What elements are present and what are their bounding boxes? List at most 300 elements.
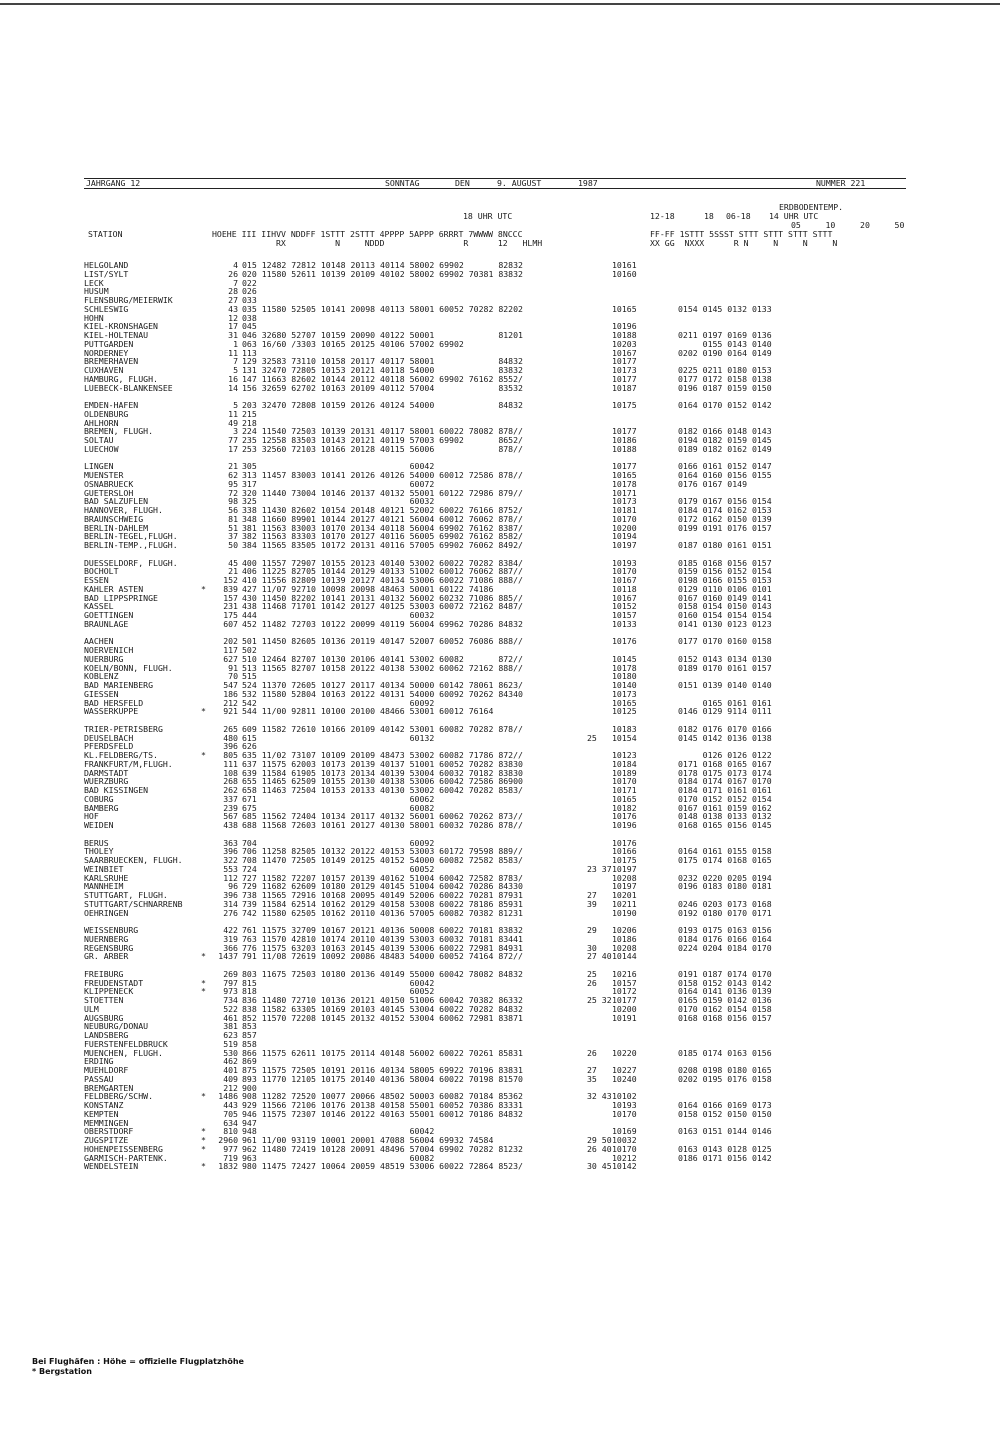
station-height: 31 xyxy=(228,330,238,340)
synop-groups: 235 12558 83503 10143 20121 40119 57003 69902 8652/ xyxy=(242,435,523,445)
station-height: 117 xyxy=(223,645,238,655)
station-height: 1486 xyxy=(218,1091,238,1102)
temp-extreme: 10161 xyxy=(612,260,637,270)
station-height: 443 xyxy=(223,1100,238,1110)
synop-groups: 046 32680 52707 10159 20090 40122 50001 81201 xyxy=(242,330,523,340)
synop-groups: 727 11582 72207 10157 20139 40162 51004 60042 72582 8783/ xyxy=(242,872,523,883)
soil-temps: 0129 0110 0106 0101 xyxy=(678,583,772,594)
soil-temps: 0184 0176 0166 0164 xyxy=(678,933,772,944)
station-height: 276 xyxy=(223,907,238,918)
station-height: 12 xyxy=(228,312,238,323)
synop-groups: 338 11430 82602 10154 20148 40121 52002 60022 76166 8752/ xyxy=(242,505,523,515)
station-name: PUTTGARDEN xyxy=(84,339,134,349)
soil-temps: 0175 0174 0168 0165 xyxy=(678,855,772,865)
station-name: ULM xyxy=(84,1004,99,1014)
temp-extreme: 10145 xyxy=(612,653,637,664)
station-row xyxy=(84,620,906,629)
station-name: BAMBERG xyxy=(84,803,119,813)
temp-extreme: 10170 xyxy=(612,513,637,524)
gust-values: 35 xyxy=(587,1073,597,1084)
station-height: 547 xyxy=(223,680,238,690)
station-name: GARMISCH-PARTENK. xyxy=(84,1153,168,1163)
station-name: MUENCHEN, FLUGH. xyxy=(84,1048,163,1058)
station-name: OEHRINGEN xyxy=(84,908,129,918)
synop-groups: 685 11562 72404 10134 20117 40132 56001 60062 70262 873// xyxy=(242,811,523,822)
station-name: OSNABRUECK xyxy=(84,479,134,489)
station-table xyxy=(84,261,906,1171)
synop-groups: 147 11663 82602 10144 20112 40118 56002 69902 76162 8552/ xyxy=(242,373,523,384)
station-name: BRAUNSCHWEIG xyxy=(84,514,144,524)
station-height: 4 xyxy=(233,260,238,270)
station-height: 805 xyxy=(223,750,238,760)
station-name: GUETERSLOH xyxy=(84,488,134,498)
station-height: 530 xyxy=(223,1047,238,1058)
ff-columns-subheading: XX GG NXXX R N N N N xyxy=(650,238,838,248)
synop-groups: 858 xyxy=(242,1038,257,1049)
temp-extreme: 10172 xyxy=(612,986,637,997)
station-row xyxy=(84,725,906,734)
temp-extreme: 10181 xyxy=(612,505,637,515)
mountain-station-marker: * xyxy=(201,951,206,962)
station-height: 112 xyxy=(223,872,238,883)
station-height: 319 xyxy=(223,933,238,944)
soil-temps: 0166 0161 0152 0147 xyxy=(678,461,772,472)
footnote-mountain-station: * Bergstation xyxy=(32,1367,92,1376)
synop-groups: 853 xyxy=(242,1021,257,1032)
station-height: 43 xyxy=(228,303,238,314)
station-row xyxy=(84,287,906,296)
soil-temps: 0192 0180 0170 0171 xyxy=(678,907,772,918)
temp-extreme: 10170 xyxy=(612,1143,637,1154)
station-height: 627 xyxy=(223,653,238,664)
synop-groups: 791 11/08 72619 10092 20086 48483 54000 60052 74164 872// xyxy=(242,951,523,962)
station-row xyxy=(84,1127,906,1136)
station-name: WEIDEN xyxy=(84,821,114,830)
soil-temps: 0172 0162 0150 0139 xyxy=(678,513,772,524)
station-name: HOF xyxy=(84,812,99,821)
station-height: 28 xyxy=(228,286,238,297)
station-height: 212 xyxy=(223,697,238,708)
synop-groups: 502 xyxy=(242,645,257,655)
synop-groups: 406 11225 82705 10144 20129 40133 51002 60012 76062 887// xyxy=(242,566,523,577)
date-label: 9. AUGUST xyxy=(497,178,542,188)
synop-groups: 818 60052 xyxy=(242,986,435,997)
synop-groups: 510 12464 82707 10130 20106 40141 53002 60082 872// xyxy=(242,653,523,664)
station-name: KLIPPENECK xyxy=(84,987,134,996)
synop-groups: 033 xyxy=(242,295,257,305)
station-row xyxy=(84,786,906,795)
soil-temps: 0164 0161 0155 0158 xyxy=(678,846,772,857)
synop-groups: 156 32659 62702 10163 20109 40112 57004 83532 xyxy=(242,382,523,393)
station-name: LINGEN xyxy=(84,462,114,471)
station-name: NOERVENICH xyxy=(84,646,134,655)
temp-extreme: 10170 xyxy=(612,1108,637,1119)
soil-temps: 0163 0151 0144 0146 xyxy=(678,1126,772,1137)
soil-temps: 0171 0168 0165 0167 xyxy=(678,758,772,769)
soil-temps: 0155 0143 0140 xyxy=(678,338,772,349)
station-height: 7 xyxy=(233,356,238,367)
station-name: TRIER-PETRISBERG xyxy=(84,724,163,734)
temp-extreme: 10152 xyxy=(612,601,637,612)
station-name: FLENSBURG/MEIERWIK xyxy=(84,296,173,305)
gust-values: 23 37 xyxy=(587,863,612,874)
gust-values: 39 xyxy=(587,898,597,909)
station-height: 401 xyxy=(223,1065,238,1075)
temp-extreme: 10196 xyxy=(612,321,637,332)
synop-groups: 020 11580 52611 10139 20109 40102 58002 69902 70381 83832 xyxy=(242,268,523,279)
synop-groups: 224 11540 72503 10139 20131 40117 58001 60022 78082 878// xyxy=(242,426,523,437)
synop-groups: 348 11660 89901 10144 20127 40121 56004 60012 76062 878// xyxy=(242,513,523,524)
station-name: BERLIN-TEGEL,FLUGH. xyxy=(84,532,178,541)
station-height: 322 xyxy=(223,855,238,865)
station-height: 11 xyxy=(228,408,238,419)
soil-temps: 0185 0168 0156 0157 xyxy=(678,557,772,568)
station-name: WEINBIET xyxy=(84,864,124,874)
synop-groups: 671 60062 xyxy=(242,793,435,804)
station-name: STUTTGART, FLUGH. xyxy=(84,891,168,900)
temp-extreme: 10178 xyxy=(612,478,637,489)
station-height: 11 xyxy=(228,347,238,358)
temp-extreme: 10197 xyxy=(612,863,637,874)
station-row xyxy=(84,576,906,585)
station-row xyxy=(84,1110,906,1119)
mountain-station-marker: * xyxy=(201,986,206,997)
temp-extreme: 10186 xyxy=(612,435,637,445)
station-name: ERDING xyxy=(84,1057,114,1066)
soil-temps: 0186 0171 0156 0142 xyxy=(678,1152,772,1163)
station-row xyxy=(84,1162,906,1171)
synop-groups: 035 11580 52505 10141 20098 40113 58001 60052 70282 82202 xyxy=(242,303,523,314)
synop-groups: 501 11450 82605 10136 20119 40147 52007 60052 76086 888// xyxy=(242,636,523,647)
synop-groups: 946 11575 72307 10146 20122 40163 55001 60012 70186 84832 xyxy=(242,1108,523,1119)
temp-extreme: 10170 xyxy=(612,776,637,787)
soil-temps: 0184 0174 0167 0170 xyxy=(678,776,772,787)
temp-extreme: 10201 xyxy=(612,890,637,900)
synop-groups: 836 11480 72710 10136 20121 40150 51006 60042 70382 86332 xyxy=(242,995,523,1005)
station-height: 2960 xyxy=(218,1135,238,1145)
station-height: 567 xyxy=(223,811,238,822)
synop-groups: 637 11575 62003 10173 20139 40137 51001 60052 70282 83830 xyxy=(242,758,523,769)
temp-extreme: 10140 xyxy=(612,680,637,690)
station-height: 1 xyxy=(233,338,238,349)
synop-groups: 948 60042 xyxy=(242,1126,435,1137)
temp-extreme: 10165 xyxy=(612,303,637,314)
station-height: 409 xyxy=(223,1073,238,1084)
station-name: OLDENBURG xyxy=(84,409,129,419)
station-height: 921 xyxy=(223,706,238,717)
synop-groups: 015 12482 72812 10148 20113 40114 58002 69902 82832 xyxy=(242,260,523,270)
synop-groups: 655 11465 62509 10155 20130 40138 53006 60042 72586 86900 xyxy=(242,776,523,787)
mountain-station-marker: * xyxy=(201,977,206,988)
synop-groups: 444 60032 xyxy=(242,610,435,620)
soil-temps: 0168 0165 0156 0145 xyxy=(678,820,772,830)
synop-groups: 838 11582 63305 10169 20103 40145 53004 60022 70282 84832 xyxy=(242,1003,523,1014)
synop-groups: 729 11682 62609 10180 20129 40145 51004 60042 70286 84330 xyxy=(242,881,523,892)
synop-groups: 438 11468 71701 10142 20127 40125 53003 60072 72162 8487/ xyxy=(242,601,523,612)
synop-groups: 038 xyxy=(242,312,257,323)
synop-groups: 658 11463 72504 10153 20133 40130 53002 60042 70282 8583/ xyxy=(242,785,523,795)
station-height: 262 xyxy=(223,785,238,795)
soil-temps: 0199 0191 0176 0157 xyxy=(678,522,772,533)
station-name: BAD KISSINGEN xyxy=(84,786,149,795)
station-height: 108 xyxy=(223,767,238,778)
station-name: DARMSTADT xyxy=(84,768,129,778)
station-height: 1832 xyxy=(218,1161,238,1172)
station-row xyxy=(84,401,906,410)
synop-groups: 218 xyxy=(242,417,257,428)
station-name: BOCHOLT xyxy=(84,567,119,576)
station-name: KASSEL xyxy=(84,602,114,611)
station-height: 719 xyxy=(223,1152,238,1163)
station-height: 27 xyxy=(228,295,238,305)
synop-groups: 739 11584 62514 10162 20129 40158 53008 60022 78186 85931 xyxy=(242,898,523,909)
station-name: WASSERKUPPE xyxy=(84,707,139,716)
station-name: LIST/SYLT xyxy=(84,269,129,279)
soil-temps: 0191 0187 0174 0170 xyxy=(678,968,772,979)
station-row xyxy=(84,979,906,988)
station-name: SOLTAU xyxy=(84,436,114,445)
station-height: 337 xyxy=(223,793,238,804)
station-name: HUSUM xyxy=(84,287,109,296)
station-name: AUGSBURG xyxy=(84,1013,124,1023)
synop-groups: 203 32470 72808 10159 20126 40124 54000 84832 xyxy=(242,400,523,410)
synop-groups: 131 32470 72805 10153 20121 40118 54000 83832 xyxy=(242,365,523,375)
temp-extreme: 10157 xyxy=(612,610,637,620)
temp-extreme: 10177 xyxy=(612,373,637,384)
station-name: AHLHORN xyxy=(84,418,119,428)
station-name: NEUBURG/DONAU xyxy=(84,1022,149,1031)
station-height: 3 xyxy=(233,426,238,437)
station-height: 381 xyxy=(223,1021,238,1032)
station-height: 51 xyxy=(228,522,238,533)
station-height: 239 xyxy=(223,802,238,813)
mountain-station-marker: * xyxy=(201,706,206,717)
station-height: 314 xyxy=(223,898,238,909)
station-name: HANNOVER, FLUGH. xyxy=(84,506,163,515)
soil-temps: 0158 0152 0143 0142 xyxy=(678,977,772,988)
temp-extreme: 10167 xyxy=(612,575,637,585)
station-row xyxy=(84,795,906,804)
station-row xyxy=(84,707,906,716)
station-name: PFERDSFELD xyxy=(84,742,134,751)
synop-groups: 609 11582 72610 10166 20109 40142 53001 60082 70282 878// xyxy=(242,723,523,734)
station-row xyxy=(84,1031,906,1040)
station-height: 91 xyxy=(228,662,238,673)
synop-groups: 761 11575 32709 10167 20121 40136 50008 60022 70181 83832 xyxy=(242,925,523,935)
synop-groups: 706 11258 82505 10132 20122 40153 53003 60172 79598 889// xyxy=(242,846,523,857)
weather-report xyxy=(84,178,906,1171)
soil-temps: 0164 0166 0169 0173 xyxy=(678,1100,772,1110)
year-label: 1987 xyxy=(578,178,598,188)
soil-temps: 0167 0161 0159 0162 xyxy=(678,802,772,813)
temp-extreme: 10208 xyxy=(612,942,637,953)
soil-temps: 0164 0170 0152 0142 xyxy=(678,400,772,410)
issue-number: NUMMER 221 xyxy=(816,178,866,188)
soil-temps: 0158 0152 0150 0150 xyxy=(678,1108,772,1119)
temp-extreme: 10200 xyxy=(612,1003,637,1014)
temp-extreme: 10133 xyxy=(612,618,637,629)
station-row xyxy=(84,279,906,288)
depth-heading: 05 10 20 50 xyxy=(791,220,905,230)
station-row xyxy=(84,856,906,865)
footnote-airport-height: Bei Flughäfen : Höhe = offizielle Flugplatzhöhe xyxy=(32,1357,244,1366)
synop-groups: 317 60072 xyxy=(242,478,435,489)
station-height: 56 xyxy=(228,505,238,515)
station-name: KOELN/BONN, FLUGH. xyxy=(84,663,173,673)
synop-groups: 113 xyxy=(242,347,257,358)
synop-groups: 704 60092 xyxy=(242,837,435,848)
station-name: HELGOLAND xyxy=(84,261,129,270)
station-name: ESSEN xyxy=(84,576,109,585)
station-height: 973 xyxy=(223,986,238,997)
station-row xyxy=(84,270,906,279)
station-height: 553 xyxy=(223,863,238,874)
station-height: 62 xyxy=(228,470,238,480)
gust-values: 29 50 xyxy=(587,1135,612,1145)
station-name: KARLSRUHE xyxy=(84,873,129,883)
synop-groups: 724 60052 xyxy=(242,863,435,874)
station-height: 734 xyxy=(223,995,238,1005)
temp-extreme: 10191 xyxy=(612,1012,637,1023)
soil-temps: 0198 0166 0155 0153 xyxy=(678,575,772,585)
soil-temps: 0208 0198 0180 0165 xyxy=(678,1065,772,1075)
station-name: HOHN xyxy=(84,313,104,323)
temp-extreme: 10173 xyxy=(612,496,637,507)
synop-groups: 325 60032 xyxy=(242,496,435,507)
soil-temps: 0211 0197 0169 0136 xyxy=(678,330,772,340)
gust-values: 26 xyxy=(587,1047,597,1058)
code-columns-subheading: RX N NDDD R 12 HLMH xyxy=(276,238,543,248)
temp-extreme: 10173 xyxy=(612,365,637,375)
soil-temps: 0184 0171 0161 0161 xyxy=(678,785,772,795)
temp-extreme: 10240 xyxy=(612,1073,637,1084)
soil-temps: 0202 0195 0176 0158 xyxy=(678,1073,772,1084)
group-spacer xyxy=(84,830,906,839)
station-name: DEUSELBACH xyxy=(84,733,134,743)
synop-groups: 738 11565 72916 10168 20095 40149 52006 60022 70281 87931 xyxy=(242,890,523,900)
mountain-station-marker: * xyxy=(201,1143,206,1154)
gust-values: 25 xyxy=(587,732,597,743)
temp-extreme: 10194 xyxy=(612,531,637,542)
synop-groups: 626 xyxy=(242,741,257,752)
station-height: 5 xyxy=(233,400,238,410)
station-height: 26 xyxy=(228,268,238,279)
station-row xyxy=(84,699,906,708)
station-name: DUESSELDORF, FLUGH. xyxy=(84,558,178,568)
gust-values: 26 xyxy=(587,977,597,988)
synop-groups: 063 16/60 /3303 10165 20125 40106 57002 69902 xyxy=(242,338,464,349)
temp-extreme: 10227 xyxy=(612,1065,637,1075)
soil-temps: 0152 0143 0134 0130 xyxy=(678,653,772,664)
temp-extreme: 10187 xyxy=(612,382,637,393)
station-height: 462 xyxy=(223,1056,238,1067)
soil-temps: 0164 0160 0156 0155 xyxy=(678,470,772,480)
temp-extreme: 10186 xyxy=(612,933,637,944)
synop-groups: 215 xyxy=(242,408,257,419)
station-row xyxy=(84,690,906,699)
synop-groups: 708 11470 72505 10149 20125 40152 54000 60082 72582 8583/ xyxy=(242,855,523,865)
temp-extreme: 10212 xyxy=(612,1152,637,1163)
soil-temps: 0158 0154 0150 0143 xyxy=(678,601,772,612)
station-row xyxy=(84,1014,906,1023)
temp-extreme: 10165 xyxy=(612,470,637,480)
soil-temps: 0151 0139 0140 0140 xyxy=(678,680,772,690)
soil-temps: 0225 0211 0180 0153 xyxy=(678,365,772,375)
temp-extreme: 10166 xyxy=(612,846,637,857)
soil-temps: 0202 0190 0164 0149 xyxy=(678,347,772,358)
soil-temps: 0178 0175 0173 0174 xyxy=(678,767,772,778)
station-row xyxy=(84,637,906,646)
gust-values: 30 xyxy=(587,942,597,953)
soil-temps: 0165 0159 0142 0136 xyxy=(678,995,772,1005)
station-name: GR. ARBER xyxy=(84,952,129,961)
soil-temps: 0196 0183 0180 0181 xyxy=(678,881,772,892)
station-height: 152 xyxy=(223,575,238,585)
synop-groups: 962 11480 72419 10128 20091 48496 57004 69902 70282 81232 xyxy=(242,1143,523,1154)
mountain-station-marker: * xyxy=(201,583,206,594)
station-height: 438 xyxy=(223,820,238,830)
station-name: HAMBURG, FLUGH. xyxy=(84,374,158,384)
synop-groups: 947 xyxy=(242,1117,257,1128)
station-row xyxy=(84,1022,906,1031)
station-name: BAD LIPPSPRINGE xyxy=(84,593,158,603)
station-name: EMDEN-HAFEN xyxy=(84,401,139,410)
temp-extreme: 10197 xyxy=(612,540,637,550)
station-name: COBURG xyxy=(84,794,114,804)
station-height: 422 xyxy=(223,925,238,935)
soil-temps: 0224 0204 0184 0170 xyxy=(678,942,772,953)
soil-temps: 0170 0152 0152 0154 xyxy=(678,793,772,804)
station-height: 72 xyxy=(228,487,238,498)
synop-groups: 875 11575 72505 10191 20116 40134 58005 69922 70196 83831 xyxy=(242,1065,523,1075)
station-row xyxy=(84,1119,906,1128)
synop-groups: 639 11584 61905 10173 20134 40139 53004 60032 70182 83830 xyxy=(242,767,523,778)
station-name: LUEBECK-BLANKENSEE xyxy=(84,383,173,393)
soil-temps: 0145 0142 0136 0138 xyxy=(678,732,772,743)
station-name: BREMGARTEN xyxy=(84,1083,134,1093)
temp-extreme: 10032 xyxy=(612,1135,637,1145)
soil-temps: 0146 0129 9114 0111 xyxy=(678,706,772,717)
group-spacer xyxy=(84,454,906,463)
synop-groups: 532 11580 52804 10163 20122 40131 54000 60092 70262 84340 xyxy=(242,688,523,699)
synop-groups: 305 60042 xyxy=(242,461,435,472)
temp-extreme: 10176 xyxy=(612,811,637,822)
station-row xyxy=(84,471,906,480)
station-name: GOETTINGEN xyxy=(84,611,134,620)
temp-extreme: 10123 xyxy=(612,750,637,760)
soil-temps: 0126 0126 0122 xyxy=(678,750,772,760)
station-row xyxy=(84,331,906,340)
station-name: LANDSBERG xyxy=(84,1031,129,1040)
soil-temps: 0232 0220 0205 0194 xyxy=(678,872,772,883)
station-row xyxy=(84,489,906,498)
temp-extreme: 10177 xyxy=(612,995,637,1005)
station-name: NORDERNEY xyxy=(84,348,129,358)
synop-groups: 776 11575 63203 10163 20145 40139 53006 60022 72981 84931 xyxy=(242,942,523,953)
temp-extreme: 10160 xyxy=(612,268,637,279)
station-height: 45 xyxy=(228,557,238,568)
station-name: FUERSTENFELDBRUCK xyxy=(84,1039,168,1049)
station-name: KOBLENZ xyxy=(84,672,119,681)
station-name: BRAUNLAGE xyxy=(84,619,129,629)
gust-values: 27 xyxy=(587,1065,597,1075)
soil-temps: 0154 0145 0132 0133 xyxy=(678,303,772,314)
station-row xyxy=(84,1049,906,1058)
station-height: 977 xyxy=(223,1143,238,1154)
synop-groups: 866 11575 62611 10175 20114 40148 56002 60022 70261 85831 xyxy=(242,1047,523,1058)
station-height: 396 xyxy=(223,741,238,752)
soil-temps: 0193 0175 0163 0156 xyxy=(678,925,772,935)
